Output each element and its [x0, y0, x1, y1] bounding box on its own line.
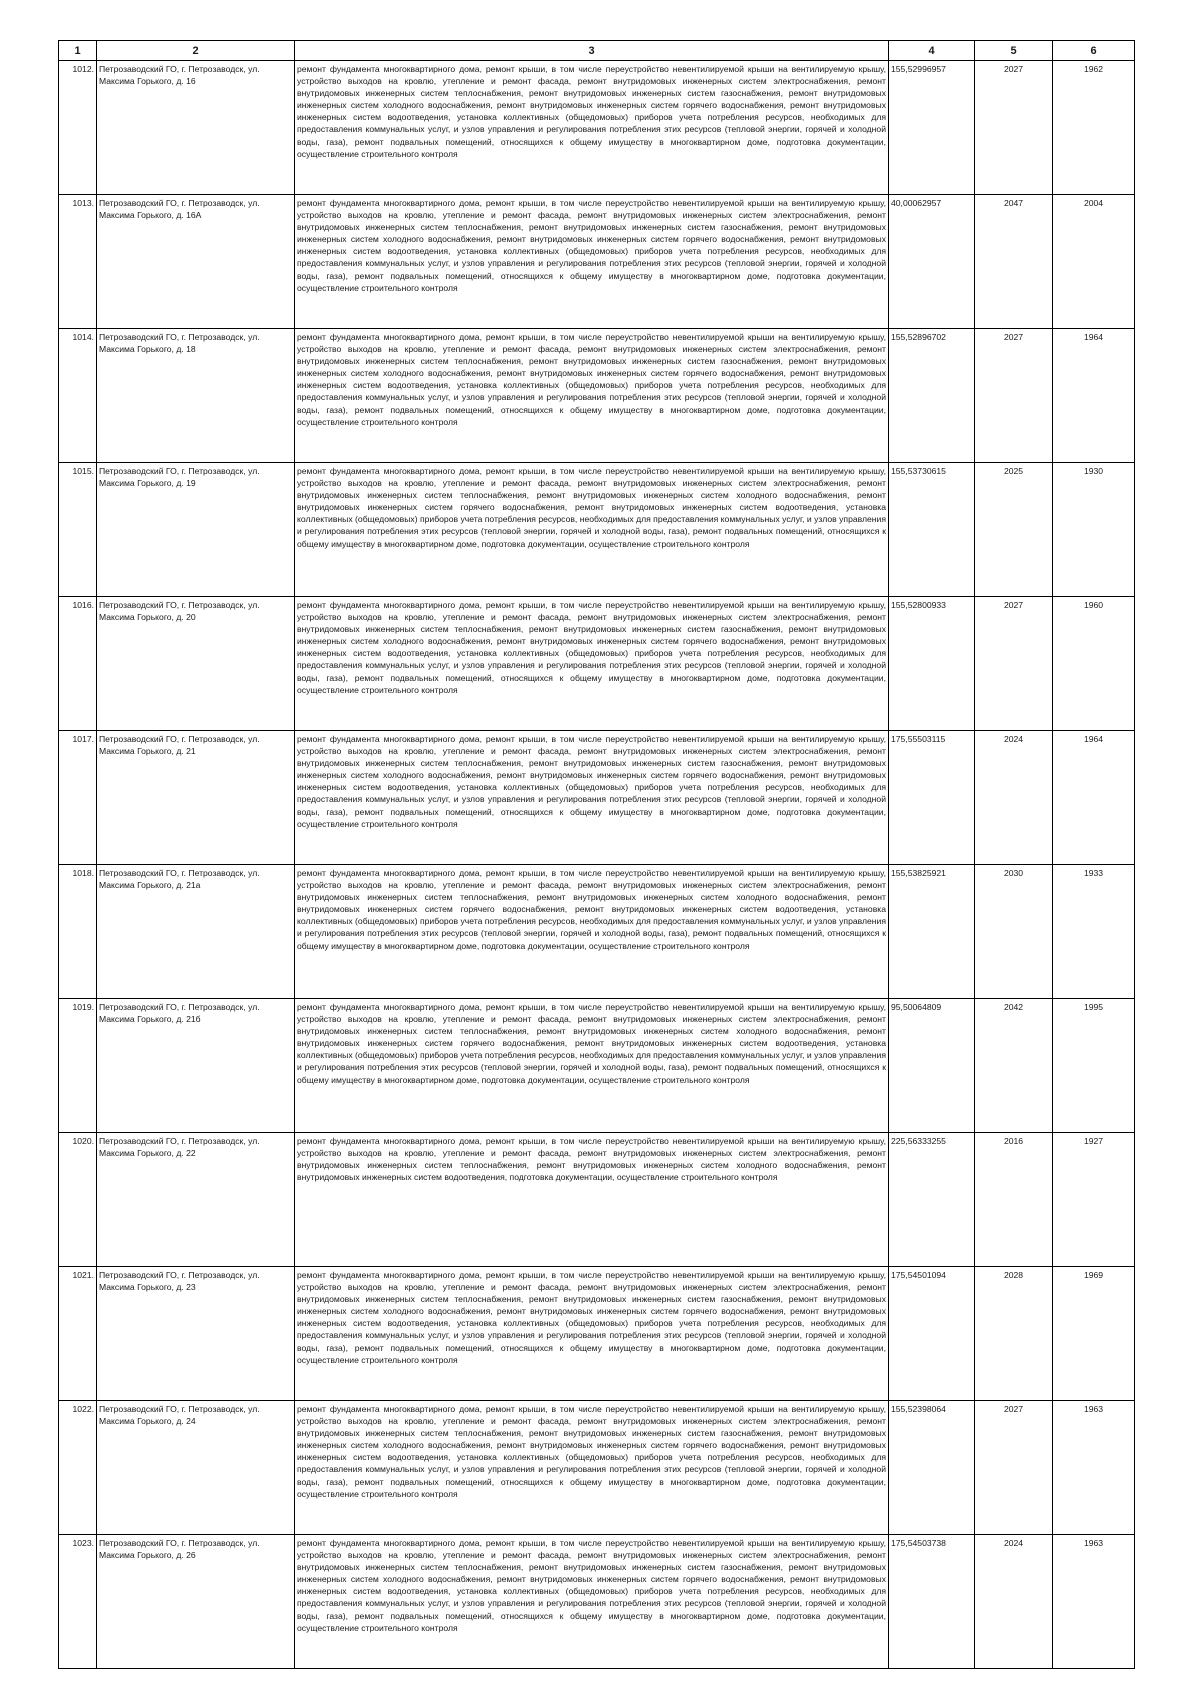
- cost-cell: 155,52800933: [889, 597, 975, 731]
- row-number: 1019.: [59, 999, 97, 1133]
- works-cell: ремонт фундамента многоквартирного дома, ремонт крыши, в том числе переустройство невентилируемой крыши на вентилируемую крышу, устройство выходов на кровлю, утепление и ремонт фасада, ремонт внутридомовых инженерных систем электроснабжения, ремонт внутридомовых инженерных систем теплоснабжения, ремонт внутридомовых инженерных систем холодного водоснабжения, ремонт внутридомовых инженерных систем водоотведения, подготовка документации, осуществление строительного контроля: [295, 1133, 889, 1267]
- address-cell: Петрозаводский ГО, г. Петрозаводск, ул. Максима Горького, д. 16А: [97, 195, 295, 329]
- built-year-cell: 1969: [1053, 1267, 1135, 1401]
- table-row: [59, 1133, 1135, 1267]
- works-cell: ремонт фундамента многоквартирного дома, ремонт крыши, в том числе переустройство невентилируемой крыши на вентилируемую крышу, устройство выходов на кровлю, утепление и ремонт фасада, ремонт внутридомовых инженерных систем электроснабжения, ремонт внутридомовых инженерных систем теплоснабжения, ремонт внутридомовых инженерных систем газоснабжения, ремонт внутридомовых инженерных систем холодного водоснабжения, ремонт внутридомовых инженерных систем горячего водоснабжения, ремонт внутридомовых инженерных систем водоотведения, установка коллективных (общедомовых) приборов учета потребления ресурсов, необходимых для предоставления коммунальных услуг, и узлов управления и регулирования потребления этих ресурсов (тепловой энергии, горячей и холодной воды, газа), ремонт подвальных помещений, относящихся к общему имуществу в многоквартирном доме, подготовка документации, осуществление строительного контроля: [295, 597, 889, 731]
- works-cell: ремонт фундамента многоквартирного дома, ремонт крыши, в том числе переустройство невентилируемой крыши на вентилируемую крышу, устройство выходов на кровлю, утепление и ремонт фасада, ремонт внутридомовых инженерных систем электроснабжения, ремонт внутридомовых инженерных систем теплоснабжения, ремонт внутридомовых инженерных систем газоснабжения, ремонт внутридомовых инженерных систем холодного водоснабжения, ремонт внутридомовых инженерных систем горячего водоснабжения, ремонт внутридомовых инженерных систем водоотведения, установка коллективных (общедомовых) приборов учета потребления ресурсов, необходимых для предоставления коммунальных услуг, и узлов управления и регулирования потребления этих ресурсов (тепловой энергии, горячей и холодной воды, газа), ремонт подвальных помещений, относящихся к общему имуществу в многоквартирном доме, подготовка документации, осуществление строительного контроля: [295, 1535, 889, 1669]
- planned-year-cell: 2024: [975, 731, 1053, 865]
- cost-cell: 40,00062957: [889, 195, 975, 329]
- built-year-cell: 1995: [1053, 999, 1135, 1133]
- cost-cell: 155,52996957: [889, 61, 975, 195]
- address-cell: Петрозаводский ГО, г. Петрозаводск, ул. Максима Горького, д. 19: [97, 463, 295, 597]
- built-year-cell: 1964: [1053, 329, 1135, 463]
- planned-year-cell: 2016: [975, 1133, 1053, 1267]
- row-number: 1012.: [59, 61, 97, 195]
- planned-year-cell: 2042: [975, 999, 1053, 1133]
- built-year-cell: 1927: [1053, 1133, 1135, 1267]
- header-row: [59, 41, 1135, 61]
- planned-year-cell: 2027: [975, 1401, 1053, 1535]
- table-row: [59, 463, 1135, 597]
- address-cell: Петрозаводский ГО, г. Петрозаводск, ул. Максима Горького, д. 22: [97, 1133, 295, 1267]
- column-header-1: 1: [59, 41, 97, 61]
- works-cell: ремонт фундамента многоквартирного дома, ремонт крыши, в том числе переустройство невентилируемой крыши на вентилируемую крышу, устройство выходов на кровлю, утепление и ремонт фасада, ремонт внутридомовых инженерных систем электроснабжения, ремонт внутридомовых инженерных систем теплоснабжения, ремонт внутридомовых инженерных систем газоснабжения, ремонт внутридомовых инженерных систем холодного водоснабжения, ремонт внутридомовых инженерных систем горячего водоснабжения, ремонт внутридомовых инженерных систем водоотведения, установка коллективных (общедомовых) приборов учета потребления ресурсов, необходимых для предоставления коммунальных услуг, и узлов управления и регулирования потребления этих ресурсов (тепловой энергии, горячей и холодной воды, газа), ремонт подвальных помещений, относящихся к общему имуществу в многоквартирном доме, подготовка документации, осуществление строительного контроля: [295, 61, 889, 195]
- works-cell: ремонт фундамента многоквартирного дома, ремонт крыши, в том числе переустройство невентилируемой крыши на вентилируемую крышу, устройство выходов на кровлю, утепление и ремонт фасада, ремонт внутридомовых инженерных систем электроснабжения, ремонт внутридомовых инженерных систем теплоснабжения, ремонт внутридомовых инженерных систем холодного водоснабжения, ремонт внутридомовых инженерных систем горячего водоснабжения, ремонт внутридомовых инженерных систем водоотведения, установка коллективных (общедомовых) приборов учета потребления ресурсов, необходимых для предоставления коммунальных услуг, и узлов управления и регулирования потребления этих ресурсов (тепловой энергии, горячей и холодной воды, газа), ремонт подвальных помещений, относящихся к общему имуществу в многоквартирном доме, подготовка документации, осуществление строительного контроля: [295, 865, 889, 999]
- table-row: [59, 731, 1135, 865]
- cost-cell: 155,52896702: [889, 329, 975, 463]
- planned-year-cell: 2030: [975, 865, 1053, 999]
- table-row: [59, 1401, 1135, 1535]
- column-header-2: 2: [97, 41, 295, 61]
- row-number: 1018.: [59, 865, 97, 999]
- cost-cell: 175,54503738: [889, 1535, 975, 1669]
- works-cell: ремонт фундамента многоквартирного дома, ремонт крыши, в том числе переустройство невентилируемой крыши на вентилируемую крышу, устройство выходов на кровлю, утепление и ремонт фасада, ремонт внутридомовых инженерных систем электроснабжения, ремонт внутридомовых инженерных систем теплоснабжения, ремонт внутридомовых инженерных систем холодного водоснабжения, ремонт внутридомовых инженерных систем горячего водоснабжения, ремонт внутридомовых инженерных систем водоотведения, установка коллективных (общедомовых) приборов учета потребления ресурсов, необходимых для предоставления коммунальных услуг, и узлов управления и регулирования потребления этих ресурсов (тепловой энергии, горячей и холодной воды, газа), ремонт подвальных помещений, относящихся к общему имуществу в многоквартирном доме, подготовка документации, осуществление строительного контроля: [295, 463, 889, 597]
- planned-year-cell: 2027: [975, 329, 1053, 463]
- column-header-6: 6: [1053, 41, 1135, 61]
- table-row: [59, 329, 1135, 463]
- row-number: 1015.: [59, 463, 97, 597]
- built-year-cell: 1930: [1053, 463, 1135, 597]
- works-cell: ремонт фундамента многоквартирного дома, ремонт крыши, в том числе переустройство невентилируемой крыши на вентилируемую крышу, устройство выходов на кровлю, утепление и ремонт фасада, ремонт внутридомовых инженерных систем электроснабжения, ремонт внутридомовых инженерных систем теплоснабжения, ремонт внутридомовых инженерных систем газоснабжения, ремонт внутридомовых инженерных систем холодного водоснабжения, ремонт внутридомовых инженерных систем горячего водоснабжения, ремонт внутридомовых инженерных систем водоотведения, установка коллективных (общедомовых) приборов учета потребления ресурсов, необходимых для предоставления коммунальных услуг, и узлов управления и регулирования потребления этих ресурсов (тепловой энергии, горячей и холодной воды, газа), ремонт подвальных помещений, относящихся к общему имуществу в многоквартирном доме, подготовка документации, осуществление строительного контроля: [295, 195, 889, 329]
- table-row: [59, 597, 1135, 731]
- built-year-cell: 1960: [1053, 597, 1135, 731]
- built-year-cell: 2004: [1053, 195, 1135, 329]
- row-number: 1013.: [59, 195, 97, 329]
- row-number: 1021.: [59, 1267, 97, 1401]
- built-year-cell: 1964: [1053, 731, 1135, 865]
- address-cell: Петрозаводский ГО, г. Петрозаводск, ул. Максима Горького, д. 21б: [97, 999, 295, 1133]
- address-cell: Петрозаводский ГО, г. Петрозаводск, ул. Максима Горького, д. 20: [97, 597, 295, 731]
- works-cell: ремонт фундамента многоквартирного дома, ремонт крыши, в том числе переустройство невентилируемой крыши на вентилируемую крышу, устройство выходов на кровлю, утепление и ремонт фасада, ремонт внутридомовых инженерных систем электроснабжения, ремонт внутридомовых инженерных систем теплоснабжения, ремонт внутридомовых инженерных систем газоснабжения, ремонт внутридомовых инженерных систем холодного водоснабжения, ремонт внутридомовых инженерных систем горячего водоснабжения, ремонт внутридомовых инженерных систем водоотведения, установка коллективных (общедомовых) приборов учета потребления ресурсов, необходимых для предоставления коммунальных услуг, и узлов управления и регулирования потребления этих ресурсов (тепловой энергии, горячей и холодной воды, газа), ремонт подвальных помещений, относящихся к общему имуществу в многоквартирном доме, подготовка документации, осуществление строительного контроля: [295, 1401, 889, 1535]
- planned-year-cell: 2027: [975, 61, 1053, 195]
- planned-year-cell: 2024: [975, 1535, 1053, 1669]
- planned-year-cell: 2025: [975, 463, 1053, 597]
- works-cell: ремонт фундамента многоквартирного дома, ремонт крыши, в том числе переустройство невентилируемой крыши на вентилируемую крышу, устройство выходов на кровлю, утепление и ремонт фасада, ремонт внутридомовых инженерных систем электроснабжения, ремонт внутридомовых инженерных систем теплоснабжения, ремонт внутридомовых инженерных систем холодного водоснабжения, ремонт внутридомовых инженерных систем горячего водоснабжения, ремонт внутридомовых инженерных систем водоотведения, установка коллективных (общедомовых) приборов учета потребления ресурсов, необходимых для предоставления коммунальных услуг, и узлов управления и регулирования потребления этих ресурсов (тепловой энергии, горячей и холодной воды, газа), ремонт подвальных помещений, относящихся к общему имуществу в многоквартирном доме, подготовка документации, осуществление строительного контроля: [295, 999, 889, 1133]
- row-number: 1022.: [59, 1401, 97, 1535]
- column-header-3: 3: [295, 41, 889, 61]
- planned-year-cell: 2047: [975, 195, 1053, 329]
- table-row: [59, 195, 1135, 329]
- cost-cell: 155,52398064: [889, 1401, 975, 1535]
- built-year-cell: 1963: [1053, 1535, 1135, 1669]
- built-year-cell: 1933: [1053, 865, 1135, 999]
- row-number: 1017.: [59, 731, 97, 865]
- row-number: 1014.: [59, 329, 97, 463]
- planned-year-cell: 2027: [975, 597, 1053, 731]
- cost-cell: 95,50064809: [889, 999, 975, 1133]
- cost-cell: 155,53825921: [889, 865, 975, 999]
- row-number: 1016.: [59, 597, 97, 731]
- address-cell: Петрозаводский ГО, г. Петрозаводск, ул. Максима Горького, д. 23: [97, 1267, 295, 1401]
- column-header-4: 4: [889, 41, 975, 61]
- table-row: [59, 1267, 1135, 1401]
- address-cell: Петрозаводский ГО, г. Петрозаводск, ул. Максима Горького, д. 26: [97, 1535, 295, 1669]
- cost-cell: 155,53730615: [889, 463, 975, 597]
- table-row: [59, 61, 1135, 195]
- address-cell: Петрозаводский ГО, г. Петрозаводск, ул. Максима Горького, д. 16: [97, 61, 295, 195]
- row-number: 1023.: [59, 1535, 97, 1669]
- cost-cell: 175,54501094: [889, 1267, 975, 1401]
- cost-cell: 175,55503115: [889, 731, 975, 865]
- document-page: [58, 40, 1134, 1669]
- table-row: [59, 1535, 1135, 1669]
- works-cell: ремонт фундамента многоквартирного дома, ремонт крыши, в том числе переустройство невентилируемой крыши на вентилируемую крышу, устройство выходов на кровлю, утепление и ремонт фасада, ремонт внутридомовых инженерных систем электроснабжения, ремонт внутридомовых инженерных систем теплоснабжения, ремонт внутридомовых инженерных систем газоснабжения, ремонт внутридомовых инженерных систем холодного водоснабжения, ремонт внутридомовых инженерных систем горячего водоснабжения, ремонт внутридомовых инженерных систем водоотведения, установка коллективных (общедомовых) приборов учета потребления ресурсов, необходимых для предоставления коммунальных услуг, и узлов управления и регулирования потребления этих ресурсов (тепловой энергии, горячей и холодной воды, газа), ремонт подвальных помещений, относящихся к общему имуществу в многоквартирном доме, подготовка документации, осуществление строительного контроля: [295, 731, 889, 865]
- table-row: [59, 999, 1135, 1133]
- address-cell: Петрозаводский ГО, г. Петрозаводск, ул. Максима Горького, д. 21: [97, 731, 295, 865]
- works-cell: ремонт фундамента многоквартирного дома, ремонт крыши, в том числе переустройство невентилируемой крыши на вентилируемую крышу, устройство выходов на кровлю, утепление и ремонт фасада, ремонт внутридомовых инженерных систем электроснабжения, ремонт внутридомовых инженерных систем теплоснабжения, ремонт внутридомовых инженерных систем газоснабжения, ремонт внутридомовых инженерных систем холодного водоснабжения, ремонт внутридомовых инженерных систем горячего водоснабжения, ремонт внутридомовых инженерных систем водоотведения, установка коллективных (общедомовых) приборов учета потребления ресурсов, необходимых для предоставления коммунальных услуг, и узлов управления и регулирования потребления этих ресурсов (тепловой энергии, горячей и холодной воды, газа), ремонт подвальных помещений, относящихся к общему имуществу в многоквартирном доме, подготовка документации, осуществление строительного контроля: [295, 1267, 889, 1401]
- planned-year-cell: 2028: [975, 1267, 1053, 1401]
- works-cell: ремонт фундамента многоквартирного дома, ремонт крыши, в том числе переустройство невентилируемой крыши на вентилируемую крышу, устройство выходов на кровлю, утепление и ремонт фасада, ремонт внутридомовых инженерных систем электроснабжения, ремонт внутридомовых инженерных систем теплоснабжения, ремонт внутридомовых инженерных систем газоснабжения, ремонт внутридомовых инженерных систем холодного водоснабжения, ремонт внутридомовых инженерных систем горячего водоснабжения, ремонт внутридомовых инженерных систем водоотведения, установка коллективных (общедомовых) приборов учета потребления ресурсов, необходимых для предоставления коммунальных услуг, и узлов управления и регулирования потребления этих ресурсов (тепловой энергии, горячей и холодной воды, газа), ремонт подвальных помещений, относящихся к общему имуществу в многоквартирном доме, подготовка документации, осуществление строительного контроля: [295, 329, 889, 463]
- table-row: [59, 865, 1135, 999]
- address-cell: Петрозаводский ГО, г. Петрозаводск, ул. Максима Горького, д. 18: [97, 329, 295, 463]
- built-year-cell: 1963: [1053, 1401, 1135, 1535]
- address-cell: Петрозаводский ГО, г. Петрозаводск, ул. Максима Горького, д. 21а: [97, 865, 295, 999]
- column-header-5: 5: [975, 41, 1053, 61]
- capital-repair-table: [58, 40, 1135, 1669]
- cost-cell: 225,56333255: [889, 1133, 975, 1267]
- address-cell: Петрозаводский ГО, г. Петрозаводск, ул. Максима Горького, д. 24: [97, 1401, 295, 1535]
- built-year-cell: 1962: [1053, 61, 1135, 195]
- row-number: 1020.: [59, 1133, 97, 1267]
